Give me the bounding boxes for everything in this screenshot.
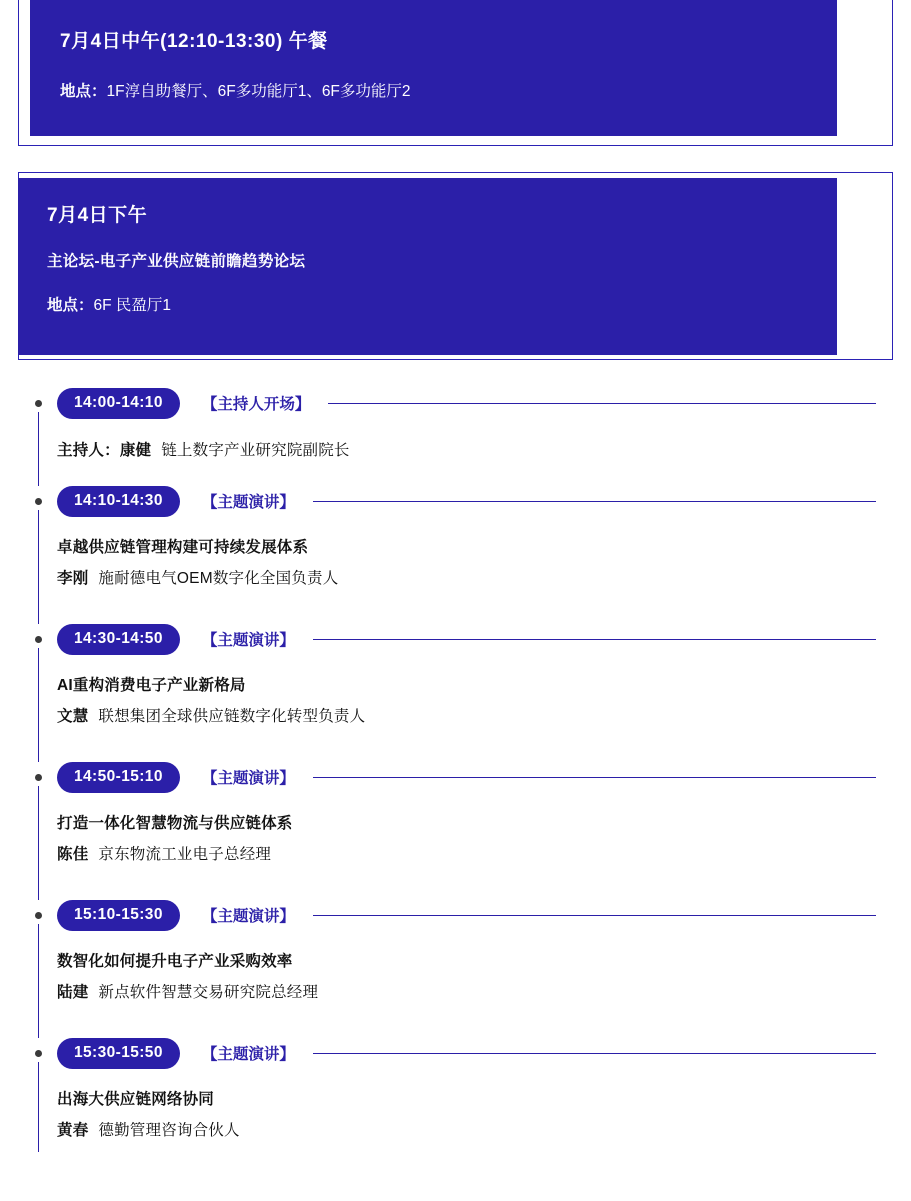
agenda-item-head <box>57 618 911 660</box>
speaker-line <box>57 1118 911 1140</box>
time-badge: 14:30-14:50 <box>57 624 180 655</box>
bullet-icon <box>35 1050 42 1057</box>
afternoon-banner-location <box>47 293 837 315</box>
session-type-label: 【主题演讲】 <box>201 908 295 925</box>
divider <box>328 403 876 404</box>
session-type-label: 【主持人开场】 <box>201 396 311 413</box>
speaker-org: 德勤管理咨询合伙人 <box>98 1122 240 1139</box>
bullet-icon <box>35 636 42 643</box>
speaker-line <box>57 980 911 1002</box>
speaker-line <box>57 842 911 864</box>
speaker-org: 施耐德电气OEM数字化全国负责人 <box>98 570 339 587</box>
agenda-item-head <box>57 894 911 936</box>
speaker-org: 京东物流工业电子总经理 <box>98 846 272 863</box>
lunch-banner <box>30 0 837 136</box>
afternoon-banner <box>18 178 837 355</box>
speaker-name: 陈佳 <box>57 846 89 863</box>
speaker-org: 联想集团全球供应链数字化转型负责人 <box>98 708 366 725</box>
session-topic: 卓越供应链管理构建可持续发展体系 <box>57 539 309 556</box>
divider <box>313 501 876 502</box>
agenda-item <box>0 1032 911 1152</box>
lunch-location-value: 1F淳自助餐厅、6F多功能厅1、6F多功能厅2 <box>106 83 411 100</box>
agenda-item <box>0 382 911 480</box>
agenda-item-head <box>57 480 911 522</box>
agenda-item <box>0 894 911 1032</box>
time-badge: 14:00-14:10 <box>57 388 180 419</box>
afternoon-banner-title: 7月4日下午 <box>47 205 148 226</box>
timeline-line <box>38 648 39 762</box>
afternoon-banner-subtitle: 主论坛-电子产业供应链前瞻趋势论坛 <box>47 253 306 270</box>
session-type-label: 【主题演讲】 <box>201 632 295 649</box>
time-badge: 15:30-15:50 <box>57 1038 180 1069</box>
divider <box>313 639 876 640</box>
agenda-item <box>0 618 911 756</box>
timeline-line <box>38 412 39 486</box>
afternoon-location-value: 6F 民盈厅1 <box>93 297 172 314</box>
speaker-name: 李刚 <box>57 570 89 587</box>
session-topic: 打造一体化智慧物流与供应链体系 <box>57 815 293 832</box>
session-type-label: 【主题演讲】 <box>201 1046 295 1063</box>
agenda-list <box>0 382 911 1152</box>
speaker-org: 链上数字产业研究院副院长 <box>161 442 350 459</box>
session-topic: AI重构消费电子产业新格局 <box>57 677 246 694</box>
lunch-location-label: 地点： <box>60 83 107 100</box>
time-badge: 15:10-15:30 <box>57 900 180 931</box>
session-topic: 出海大供应链网络协同 <box>57 1091 215 1108</box>
agenda-item <box>0 756 911 894</box>
time-badge: 14:50-15:10 <box>57 762 180 793</box>
session-type-label: 【主题演讲】 <box>201 770 295 787</box>
timeline-line <box>38 924 39 1038</box>
bullet-icon <box>35 912 42 919</box>
lunch-banner-location <box>60 79 837 101</box>
speaker-line <box>57 438 911 460</box>
agenda-item-head <box>57 756 911 798</box>
agenda-item-head <box>57 1032 911 1074</box>
speaker-org: 新点软件智慧交易研究院总经理 <box>98 984 319 1001</box>
session-topic: 数智化如何提升电子产业采购效率 <box>57 953 293 970</box>
bullet-icon <box>35 774 42 781</box>
speaker-name: 陆建 <box>57 984 89 1001</box>
timeline-line <box>38 786 39 900</box>
agenda-item <box>0 480 911 618</box>
afternoon-location-label: 地点： <box>47 297 94 314</box>
speaker-name: 康健 <box>119 442 152 459</box>
speaker-line <box>57 704 911 726</box>
speaker-name: 文慧 <box>57 708 89 725</box>
speaker-name: 黄春 <box>57 1122 89 1139</box>
session-type-label: 【主题演讲】 <box>201 494 295 511</box>
speaker-role-label: 主持人： <box>57 442 120 459</box>
divider <box>313 1053 876 1054</box>
agenda-item-head <box>57 382 911 424</box>
divider <box>313 777 876 778</box>
divider <box>313 915 876 916</box>
bullet-icon <box>35 498 42 505</box>
bullet-icon <box>35 400 42 407</box>
speaker-line <box>57 566 911 588</box>
time-badge: 14:10-14:30 <box>57 486 180 517</box>
timeline-line <box>38 510 39 624</box>
lunch-banner-title: 7月4日中午(12:10-13:30) 午餐 <box>60 31 328 52</box>
timeline-line <box>38 1062 39 1152</box>
